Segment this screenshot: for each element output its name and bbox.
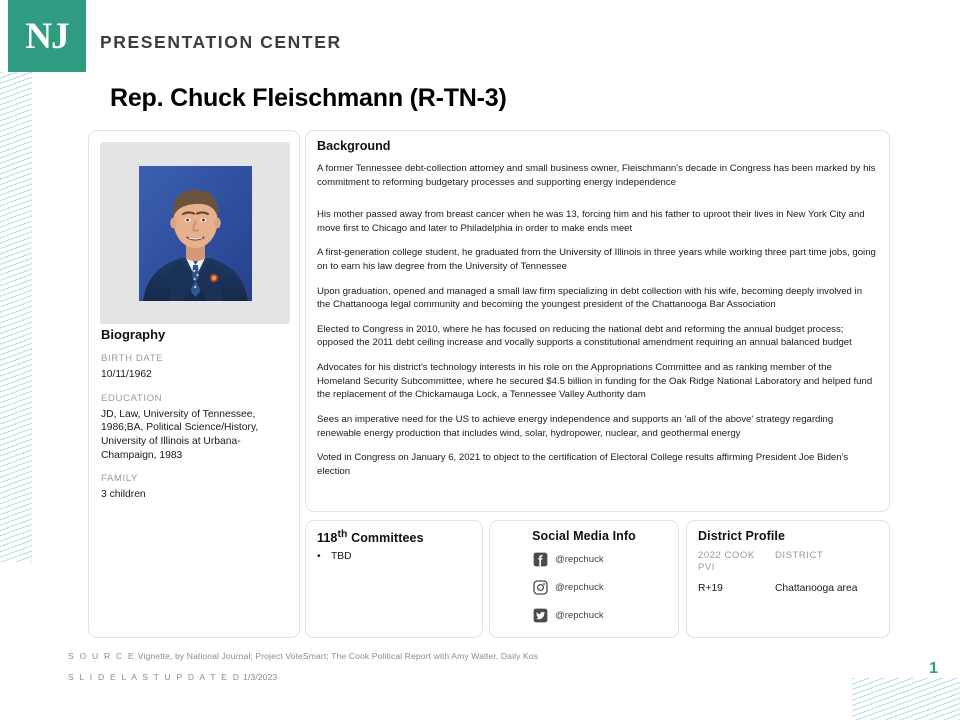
biography-card: [88, 130, 300, 638]
committees-heading: [317, 529, 424, 545]
footer-source-label: S O U R C E: [68, 651, 136, 661]
birth-date-label: BIRTH DATE: [101, 353, 164, 364]
background-card: [305, 130, 890, 512]
background-paragraph: Advocates for his district's technology interests in his role on the Appropriations Committee and as ranking member of the Homeland Security Subcommittee, where he secured $4.5 billion in funding for the Oak Ridge National Laboratory and helped fund the replacement of the Chickamauga Lock, a Tennessee Valley Authority dam: [317, 362, 873, 401]
facebook-handle[interactable]: @repchuck: [555, 554, 604, 565]
background-heading: Background: [317, 139, 391, 153]
district-profile-heading: District Profile: [698, 529, 786, 543]
twitter-handle[interactable]: @repchuck: [555, 610, 604, 621]
nj-logo: [8, 0, 86, 72]
page-title: Rep. Chuck Fleischmann (R-TN-3): [110, 84, 507, 112]
education-value: JD, Law, University of Tennessee, 1986;BA, Political Science/History, University of Illinois at Urbana-Champaign, 1983: [101, 408, 259, 461]
background-paragraph: Upon graduation, opened and managed a small law firm specializing in debt collection with his wife, becoming deeply involved in the Chattanooga legal community and becoming the youngest president of the Chattanooga Bar Association: [317, 285, 863, 311]
twitter-icon[interactable]: [533, 608, 548, 623]
district-value: Chattanooga area: [775, 582, 858, 594]
background-paragraph: Voted in Congress on January 6, 2021 to object to the certification of Electoral College results affirming President Joe Biden's election: [317, 452, 849, 477]
committee-name: TBD: [331, 551, 352, 562]
instagram-handle[interactable]: @repchuck: [555, 582, 604, 593]
cook-pvi-label: 2022 COOK PVI: [698, 550, 755, 573]
brand-title: PRESENTATION CENTER: [100, 32, 342, 52]
facebook-icon[interactable]: [533, 552, 548, 567]
education-label: EDUCATION: [101, 392, 163, 404]
committees-heading-rest: Committees: [347, 531, 424, 546]
background-paragraph: Elected to Congress in 2010, where he has focused on reducing the national debt and reforming the annual budget process; opposed the 2011 debt ceiling increase and vocally supports a constitutional amendment requiring an annual balanced budget: [317, 323, 852, 349]
committees-congress-number: 118: [317, 531, 338, 546]
family-value: 3 children: [101, 489, 146, 501]
background-paragraph: A former Tennessee debt-collection attorney and small business owner, Fleischmann's decade in Congress has been marked by his commitment to reforming budgetary processes and supporting energy independence: [317, 163, 876, 188]
list-item: [317, 550, 474, 563]
decorative-hatch-bottom: [852, 678, 960, 720]
portrait-panel: [100, 142, 290, 324]
district-label: DISTRICT: [775, 550, 824, 561]
representative-portrait: [139, 166, 252, 301]
birth-date-value: 10/11/1962: [101, 369, 152, 380]
cook-pvi-value: R+19: [698, 582, 723, 594]
decorative-hatch-left: [0, 72, 32, 562]
footer-updated: [68, 672, 277, 682]
biography-body: [101, 327, 289, 502]
bullet-icon: •: [317, 551, 321, 562]
family-label: FAMILY: [101, 473, 139, 485]
background-paragraph: Sees an imperative need for the US to achieve energy independence and supports an 'all of the above' strategy regarding renewable energy production that includes wind, solar, hydropower, nuclear, and geothermal energy: [317, 413, 834, 439]
district-profile-card: [686, 520, 890, 638]
list-item[interactable]: [533, 608, 670, 623]
list-item[interactable]: [533, 552, 670, 567]
nj-logo-text: NJ: [25, 15, 69, 57]
background-paragraph: His mother passed away from breast cancer when he was 13, forcing him and his father to uproot their lives in New York City and move first to Chicago and later to Philadelphia in order to make ends meet: [317, 209, 865, 234]
page-number: 1: [929, 660, 938, 677]
footer-updated-value: 1/3/2023: [243, 672, 278, 682]
list-item[interactable]: [533, 580, 670, 595]
background-body: [317, 139, 877, 489]
committees-ordinal-suffix: th: [337, 529, 348, 540]
committees-card: [305, 520, 483, 638]
footer-source-value: Vignette, by National Journal; Project VoteSmart; The Cook Political Report with Amy Walter, Daily Kos: [137, 651, 539, 661]
footer-updated-label: S L I D E L A S T U P D A T E D: [68, 672, 241, 682]
committees-list: [317, 550, 474, 563]
footer-source: [68, 651, 538, 661]
instagram-icon[interactable]: [533, 580, 548, 595]
social-media-card: [489, 520, 679, 638]
social-media-heading: Social Media Info: [532, 529, 636, 543]
biography-heading: Biography: [101, 327, 166, 342]
social-accounts-list: [533, 552, 670, 636]
background-paragraph: A first-generation college student, he graduated from the University of Illinois in three years while working three part time jobs, going on to earn his law degree from the University of Tennessee: [317, 247, 876, 273]
district-profile-grid: [698, 550, 881, 596]
